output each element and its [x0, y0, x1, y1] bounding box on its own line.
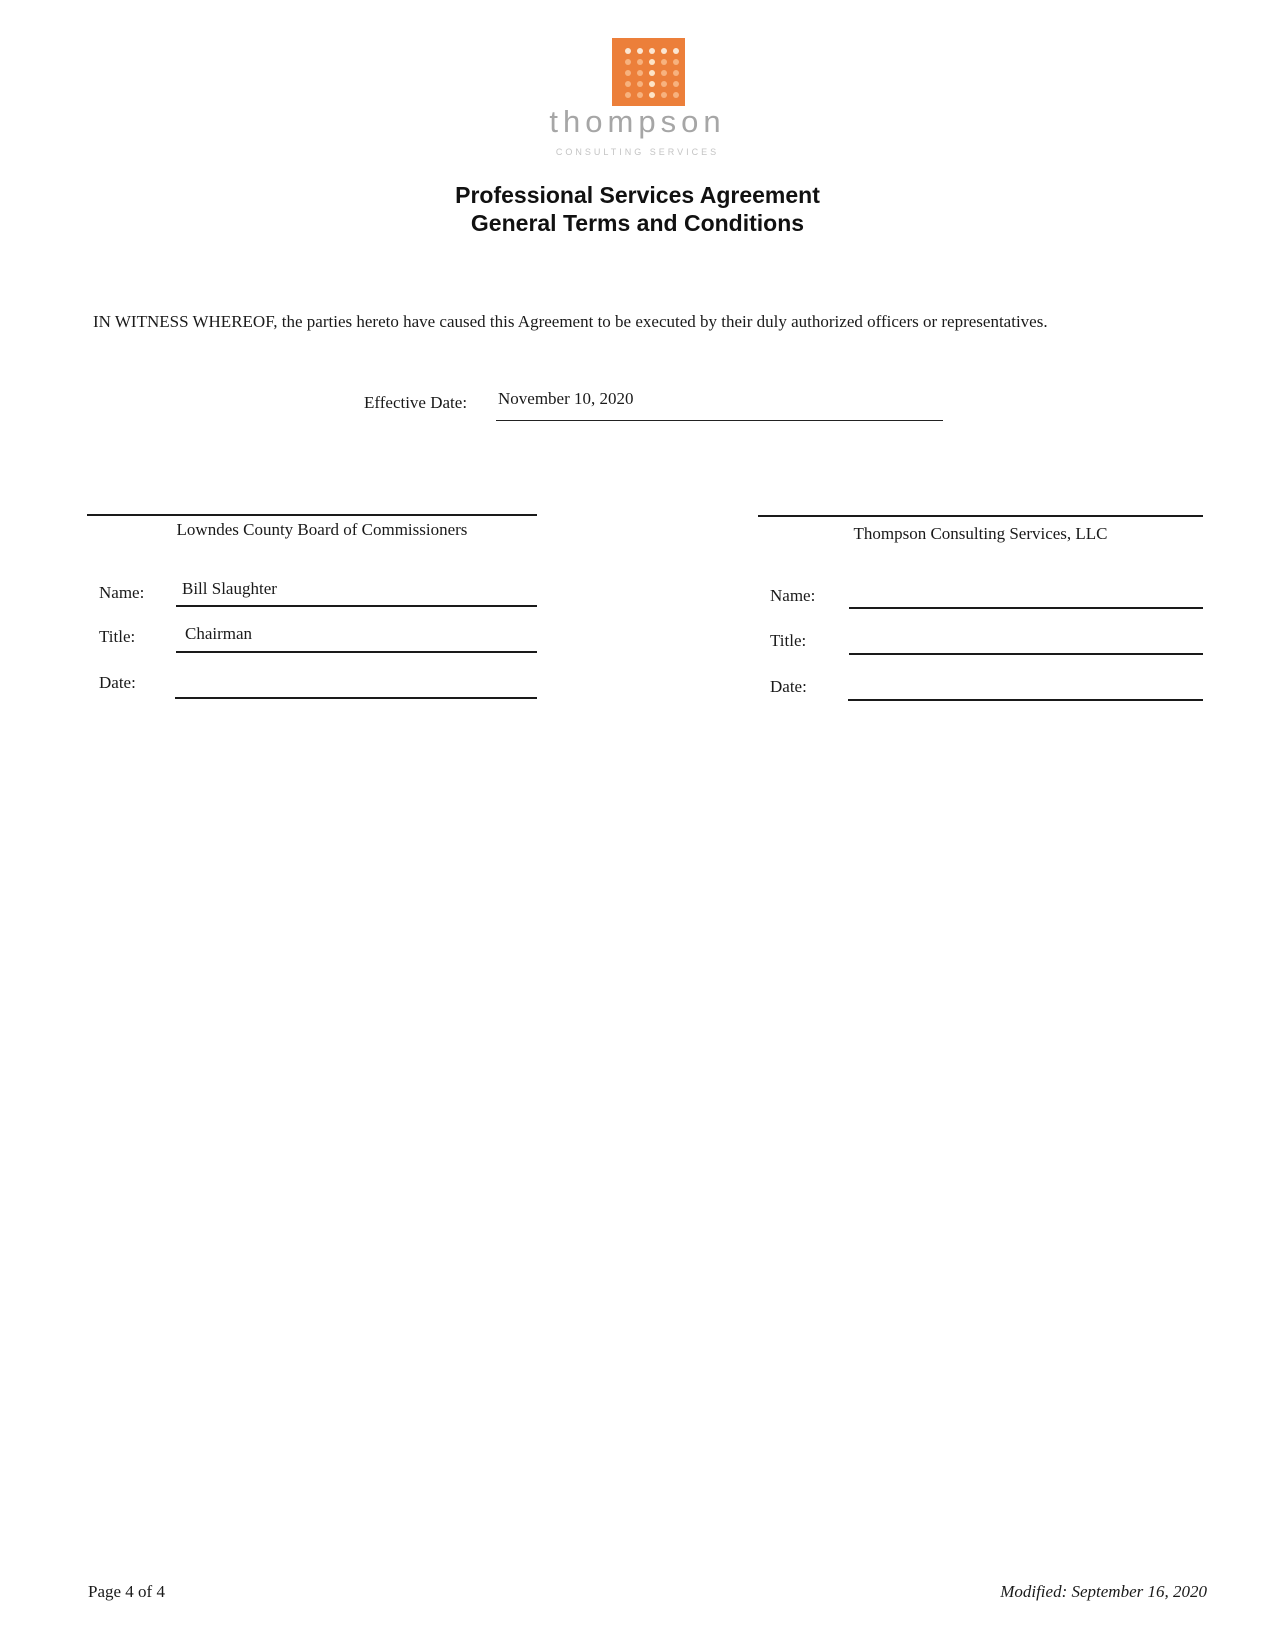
name-field-left[interactable]	[176, 605, 537, 607]
dot-grid-logo-icon	[612, 38, 685, 106]
date-field-left[interactable]	[175, 697, 537, 699]
logo-dots	[625, 48, 681, 100]
name-label-right: Name:	[770, 586, 816, 605]
effective-date-value: November 10, 2020	[498, 389, 634, 408]
date-field-right[interactable]	[848, 699, 1203, 701]
modified-date: Modified: September 16, 2020	[1000, 1582, 1207, 1601]
logo-wordmark: thompson	[549, 104, 726, 139]
effective-date-line	[496, 420, 943, 421]
title-field-right[interactable]	[849, 653, 1203, 655]
title-value-left: Chairman	[185, 624, 253, 643]
signature-line-right	[758, 515, 1203, 517]
title-label-left: Title:	[99, 627, 136, 646]
organization-right: Thompson Consulting Services, LLC	[853, 524, 1108, 543]
title-field-left[interactable]	[176, 651, 537, 653]
date-label-left: Date:	[99, 673, 136, 692]
organization-left: Lowndes County Board of Commissioners	[176, 520, 468, 539]
witness-statement: IN WITNESS WHEREOF, the parties hereto have caused this Agreement to be executed by their duly authorized officers or representatives.	[93, 312, 1048, 331]
document-subtitle: General Terms and Conditions	[470, 210, 805, 236]
name-label-left: Name:	[99, 583, 145, 602]
name-value-left: Bill Slaughter	[182, 579, 277, 598]
page-number: Page 4 of 4	[88, 1582, 165, 1601]
signature-line-left	[87, 514, 537, 516]
logo-tagline: CONSULTING SERVICES	[555, 147, 720, 157]
title-label-right: Title:	[770, 631, 807, 650]
document-title: Professional Services Agreement	[455, 182, 820, 208]
effective-date-label: Effective Date:	[364, 393, 468, 412]
name-field-right[interactable]	[849, 607, 1203, 609]
date-label-right: Date:	[770, 677, 807, 696]
